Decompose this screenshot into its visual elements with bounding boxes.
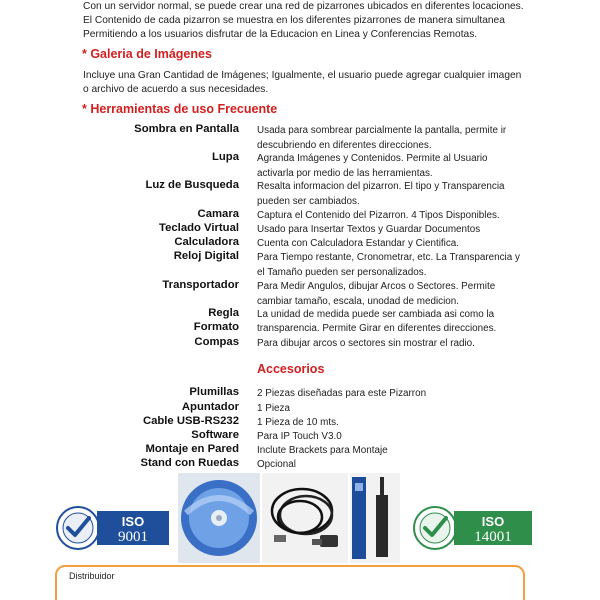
tools-title: * Herramientas de uso Frecuente [82,102,278,116]
iso-number: 14001 [474,529,512,545]
tool-name: Compas [194,336,239,348]
tool-desc: Para dibujar arcos o sectores sin mostrar el radio. [257,338,475,349]
accessory-name: Stand con Ruedas [140,457,239,469]
intro-line: Con un servidor normal, se puede crear una red de pizarrones ubicados en diferentes locaciones. [83,1,524,12]
tool-desc: Usado para Insertar Textos y Guardar Documentos [257,224,481,235]
tool-name: Transportador [162,279,239,291]
tool-desc: Captura el Contenido del Pizarron. 4 Tipos Disponibles. [257,210,500,221]
cable-photo [262,473,348,563]
accessory-name: Cable USB-RS232 [142,415,239,427]
tool-desc: La unidad de medida puede ser cambiada asi como la [257,309,495,320]
distributor-box [55,565,525,600]
tool-name: Teclado Virtual [159,222,239,234]
tool-desc: Para Tiempo restante, Cronometrar, etc. La Transparencia y el Tamaño pueden ser personalizados. [257,252,520,278]
tool-desc: Usada para sombrear parcialmente la pantalla, permite ir descubriendo en diferentes direcciones. [257,125,507,151]
tool-name: Calculadora [174,236,239,248]
intro-line: El Contenido de cada pizarron se muestra en los diferentes pizarrones de manera simultanea [83,15,505,26]
tool-name: Luz de Busqueda [145,179,239,191]
cd-photo [178,473,260,563]
tool-desc: Cuenta con Calculadora Estandar y Cientifica. [257,238,459,249]
iso-label: ISO [121,514,145,529]
accessory-desc: Para IP Touch V3.0 [257,431,342,442]
intro-paragraph [83,0,583,42]
gallery-paragraph [83,69,583,97]
tool-name: Camara [197,208,239,220]
accessory-desc: 1 Pieza [257,403,290,414]
tool-name: Regla [208,307,239,319]
tool-desc: Para Medir Angulos, dibujar Arcos o Sectores. Permite cambiar tamaño, escala, unodad de medicion. [257,281,496,307]
tool-desc: Resalta informacion del pizarron. El tipo y Transparencia pueden ser cambiados. [257,181,505,207]
gallery-line: Incluye una Gran Cantidad de Imágenes; Igualmente, el usuario puede agregar cualquier imagen [83,70,522,81]
tool-desc: Agranda Imágenes y Contenidos. Permite al Usuario activarla por medio de las herramientas. [257,153,488,179]
tool-name: Reloj Digital [173,250,239,262]
tool-name: Formato [193,321,239,333]
logos-strip [0,473,600,565]
accessory-desc: 2 Piezas diseñadas para este Pizarron [257,388,427,399]
accessory-desc: Inclute Brackets para Montaje [257,445,388,456]
iso-9001-logo [55,505,173,551]
iso-number: 9001 [118,529,148,545]
accessory-name: Plumillas [189,386,239,398]
iso-label: ISO [481,514,505,529]
gallery-title: * Galeria de Imágenes [82,47,212,61]
tool-name: Lupa [212,151,239,163]
accessory-name: Software [191,429,239,441]
intro-line: Permitiendo a los usuarios disfrutar de la Educacion en Linea y Conferencias Remotas. [83,29,478,40]
accessory-desc: 1 Pieza de 10 mts. [257,417,339,428]
accessory-name: Apuntador [181,401,239,413]
accessory-name: Montaje en Pared [145,443,239,455]
distributor-label: Distribuidor [69,571,115,581]
iso-14001-logo [412,505,536,551]
pointer-photo [350,473,400,563]
tool-name: Sombra en Pantalla [134,123,239,135]
accessories-title: Accesorios [257,362,325,376]
accessory-desc: Opcional [257,459,296,470]
tool-desc: transparencia. Permite Girar en diferentes direcciones. [257,323,497,334]
gallery-line: o archivo de acuerdo a sus necesidades. [83,84,269,95]
